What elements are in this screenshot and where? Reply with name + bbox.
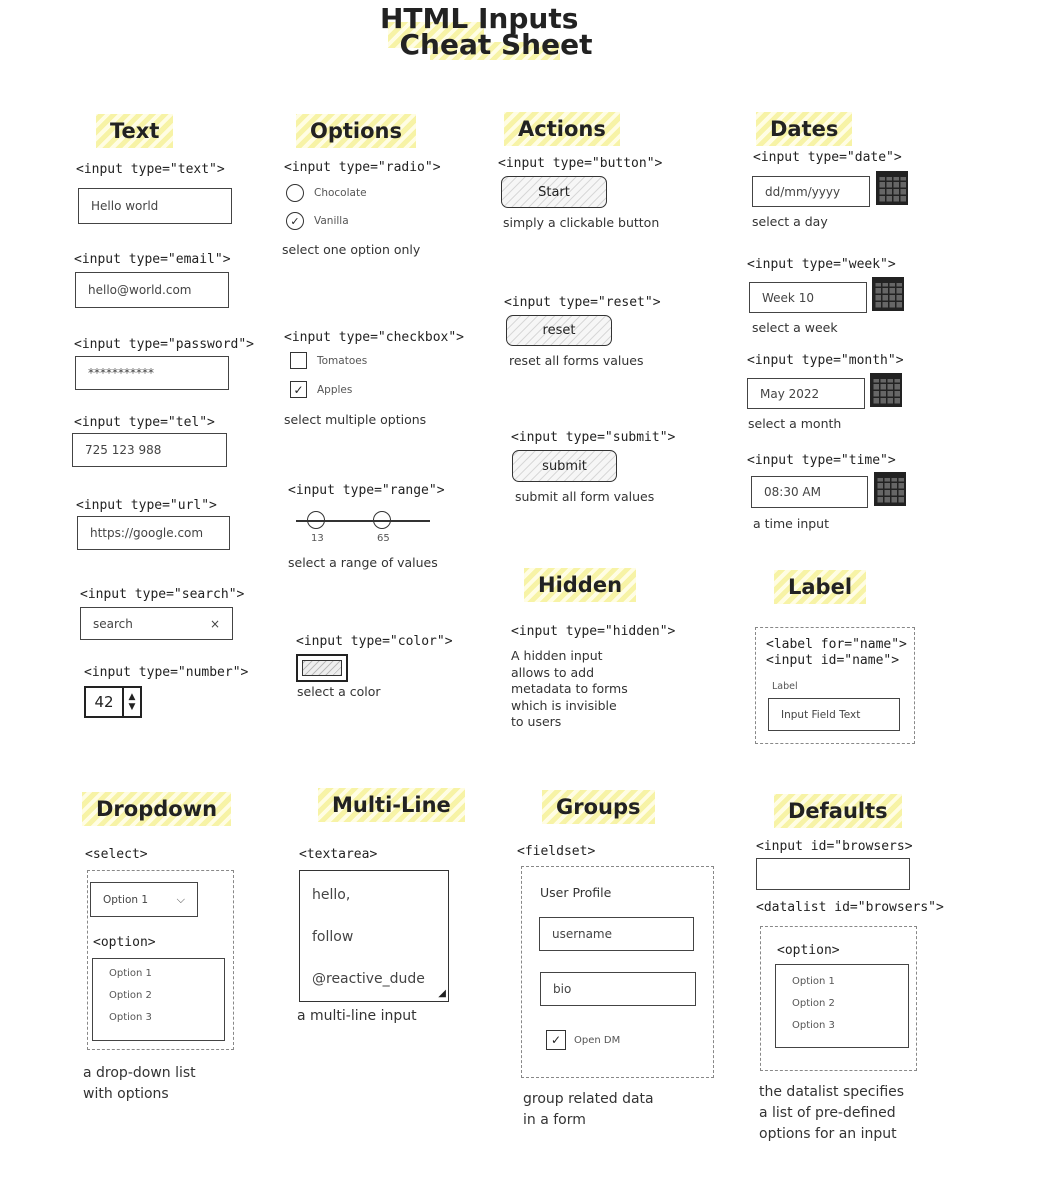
range-desc: select a range of values <box>288 555 438 570</box>
heading-multiline: Multi-Line <box>318 788 465 822</box>
textarea-input[interactable] <box>299 870 449 1002</box>
stepper-arrows-icon[interactable]: ▲ ▼ <box>128 692 136 712</box>
code-label: <label for="name"> <input id="name"> <box>766 637 907 668</box>
tel-input[interactable]: 725 123 988 <box>72 433 227 467</box>
defaults-desc: the datalist specifies a list of pre-defined options for an input <box>759 1084 905 1142</box>
radio-circle[interactable] <box>286 184 304 202</box>
calendar-icon[interactable] <box>872 277 904 311</box>
checkbox-apples[interactable] <box>290 381 352 398</box>
range-thumb-low[interactable] <box>307 511 325 529</box>
code-color: <input type="color"> <box>296 634 453 649</box>
code-hidden: <input type="hidden"> <box>511 624 676 639</box>
submit-button[interactable]: submit <box>512 450 617 482</box>
heading-dates: Dates <box>756 112 852 146</box>
select-value: Option 1 <box>103 893 149 906</box>
code-number: <input type="number"> <box>84 665 249 680</box>
code-button: <input type="button"> <box>498 156 663 171</box>
open-dm-checkbox[interactable] <box>546 1030 620 1050</box>
datalist-option[interactable]: Option 1 <box>792 976 835 987</box>
code-text: <input type="text"> <box>76 162 225 177</box>
dropdown-option[interactable]: Option 1 <box>109 968 152 979</box>
code-time: <input type="time"> <box>747 453 896 468</box>
radio-vanilla[interactable] <box>286 212 349 230</box>
reset-button[interactable]: reset <box>506 315 612 346</box>
calendar-icon[interactable] <box>870 373 902 407</box>
password-input[interactable]: *********** <box>75 356 229 390</box>
code-checkbox: <input type="checkbox"> <box>284 330 465 345</box>
dropdown-option[interactable]: Option 3 <box>109 1012 152 1023</box>
week-input[interactable]: Week 10 <box>749 282 867 313</box>
datalist-option[interactable]: Option 2 <box>792 998 835 1009</box>
checkbox-label: Tomatoes <box>317 354 368 367</box>
textarea-value: hello, follow @reactive_dude <box>312 887 425 987</box>
heading-label: Label <box>774 570 866 604</box>
multiline-desc: a multi-line input <box>297 1008 417 1024</box>
heading-options: Options <box>296 114 416 148</box>
heading-defaults: Defaults <box>774 794 902 828</box>
email-input[interactable]: hello@world.com <box>75 272 229 308</box>
date-input[interactable]: dd/mm/yyyy <box>752 176 870 207</box>
button-desc: simply a clickable button <box>503 215 660 230</box>
clear-icon[interactable]: × <box>209 616 220 631</box>
label-field[interactable]: Input Field Text <box>768 698 900 731</box>
dropdown-desc: a drop-down list with options <box>83 1065 196 1102</box>
select-input[interactable] <box>90 882 198 917</box>
time-desc: a time input <box>753 516 830 531</box>
code-search: <input type="search"> <box>80 587 245 602</box>
code-reset: <input type="reset"> <box>504 295 661 310</box>
dropdown-options <box>92 958 225 1041</box>
datalist-options <box>775 964 909 1048</box>
color-desc: select a color <box>297 684 381 699</box>
url-input[interactable]: https://google.com <box>77 516 230 550</box>
checkmark-icon[interactable]: ✓ <box>290 381 307 398</box>
radio-chocolate[interactable] <box>286 184 367 202</box>
number-value: 42 <box>86 688 124 716</box>
bio-input[interactable]: bio <box>540 972 696 1006</box>
resize-handle-icon[interactable]: ◢ <box>438 988 446 999</box>
checkbox-box[interactable] <box>290 352 307 369</box>
code-email: <input type="email"> <box>74 252 231 267</box>
heading-groups: Groups <box>542 790 655 824</box>
search-placeholder: search <box>93 616 133 631</box>
browsers-input[interactable] <box>756 858 910 890</box>
submit-desc: submit all form values <box>515 489 655 504</box>
code-range: <input type="range"> <box>288 483 445 498</box>
calendar-icon[interactable] <box>876 171 908 205</box>
code-date: <input type="date"> <box>753 150 902 165</box>
code-select: <select> <box>85 847 148 862</box>
dropdown-option[interactable]: Option 2 <box>109 990 152 1001</box>
week-desc: select a week <box>752 320 838 335</box>
month-input[interactable]: May 2022 <box>747 378 865 409</box>
color-input[interactable] <box>296 654 348 682</box>
radio-label: Chocolate <box>314 187 367 199</box>
code-tel: <input type="tel"> <box>74 415 215 430</box>
code-submit: <input type="submit"> <box>511 430 676 445</box>
number-input[interactable] <box>84 686 142 718</box>
fieldset-legend: User Profile <box>540 885 612 900</box>
range-low-value: 13 <box>311 533 324 544</box>
calendar-icon[interactable] <box>874 472 906 506</box>
checkmark-icon[interactable]: ✓ <box>546 1030 566 1050</box>
code-month: <input type="month"> <box>747 353 904 368</box>
label-text: Label <box>772 681 798 692</box>
radio-circle-checked[interactable]: ✓ <box>286 212 304 230</box>
heading-hidden: Hidden <box>524 568 636 602</box>
code-datalist-option: <option> <box>777 943 840 958</box>
date-desc: select a day <box>752 214 828 229</box>
hidden-desc: A hidden input allows to add metadata to forms which is invisible to users <box>511 648 628 729</box>
range-thumb-high[interactable] <box>373 511 391 529</box>
datalist-option[interactable]: Option 3 <box>792 1020 835 1031</box>
code-datalist: <datalist id="browsers"> <box>756 900 944 915</box>
heading-text: Text <box>96 114 173 148</box>
code-week: <input type="week"> <box>747 257 896 272</box>
code-fieldset: <fieldset> <box>517 844 596 859</box>
groups-desc: group related data in a form <box>523 1091 654 1128</box>
chevron-down-icon[interactable]: ⌵ <box>176 892 185 906</box>
checkbox-desc: select multiple options <box>284 412 427 427</box>
start-button[interactable]: Start <box>501 176 607 208</box>
time-input[interactable]: 08:30 AM <box>751 476 868 508</box>
code-radio: <input type="radio"> <box>284 160 441 175</box>
text-input[interactable]: Hello world <box>78 188 232 224</box>
username-input[interactable]: username <box>539 917 694 951</box>
heading-actions: Actions <box>504 112 620 146</box>
code-option: <option> <box>93 935 156 950</box>
reset-desc: reset all forms values <box>509 353 644 368</box>
range-high-value: 65 <box>377 533 390 544</box>
radio-desc: select one option only <box>282 242 421 257</box>
month-desc: select a month <box>748 416 842 431</box>
open-dm-label: Open DM <box>574 1034 621 1046</box>
color-swatch <box>302 660 342 676</box>
code-input-browsers: <input id="browsers> <box>756 839 913 854</box>
checkbox-label: Apples <box>317 383 353 396</box>
code-password: <input type="password"> <box>74 337 255 352</box>
search-input[interactable] <box>80 607 233 640</box>
page-title: HTML Inputs Cheat Sheet <box>380 2 593 61</box>
checkbox-tomatoes[interactable] <box>290 352 367 369</box>
heading-dropdown: Dropdown <box>82 792 231 826</box>
code-textarea: <textarea> <box>299 847 378 862</box>
code-url: <input type="url"> <box>76 498 217 513</box>
radio-label: Vanilla <box>314 215 349 227</box>
